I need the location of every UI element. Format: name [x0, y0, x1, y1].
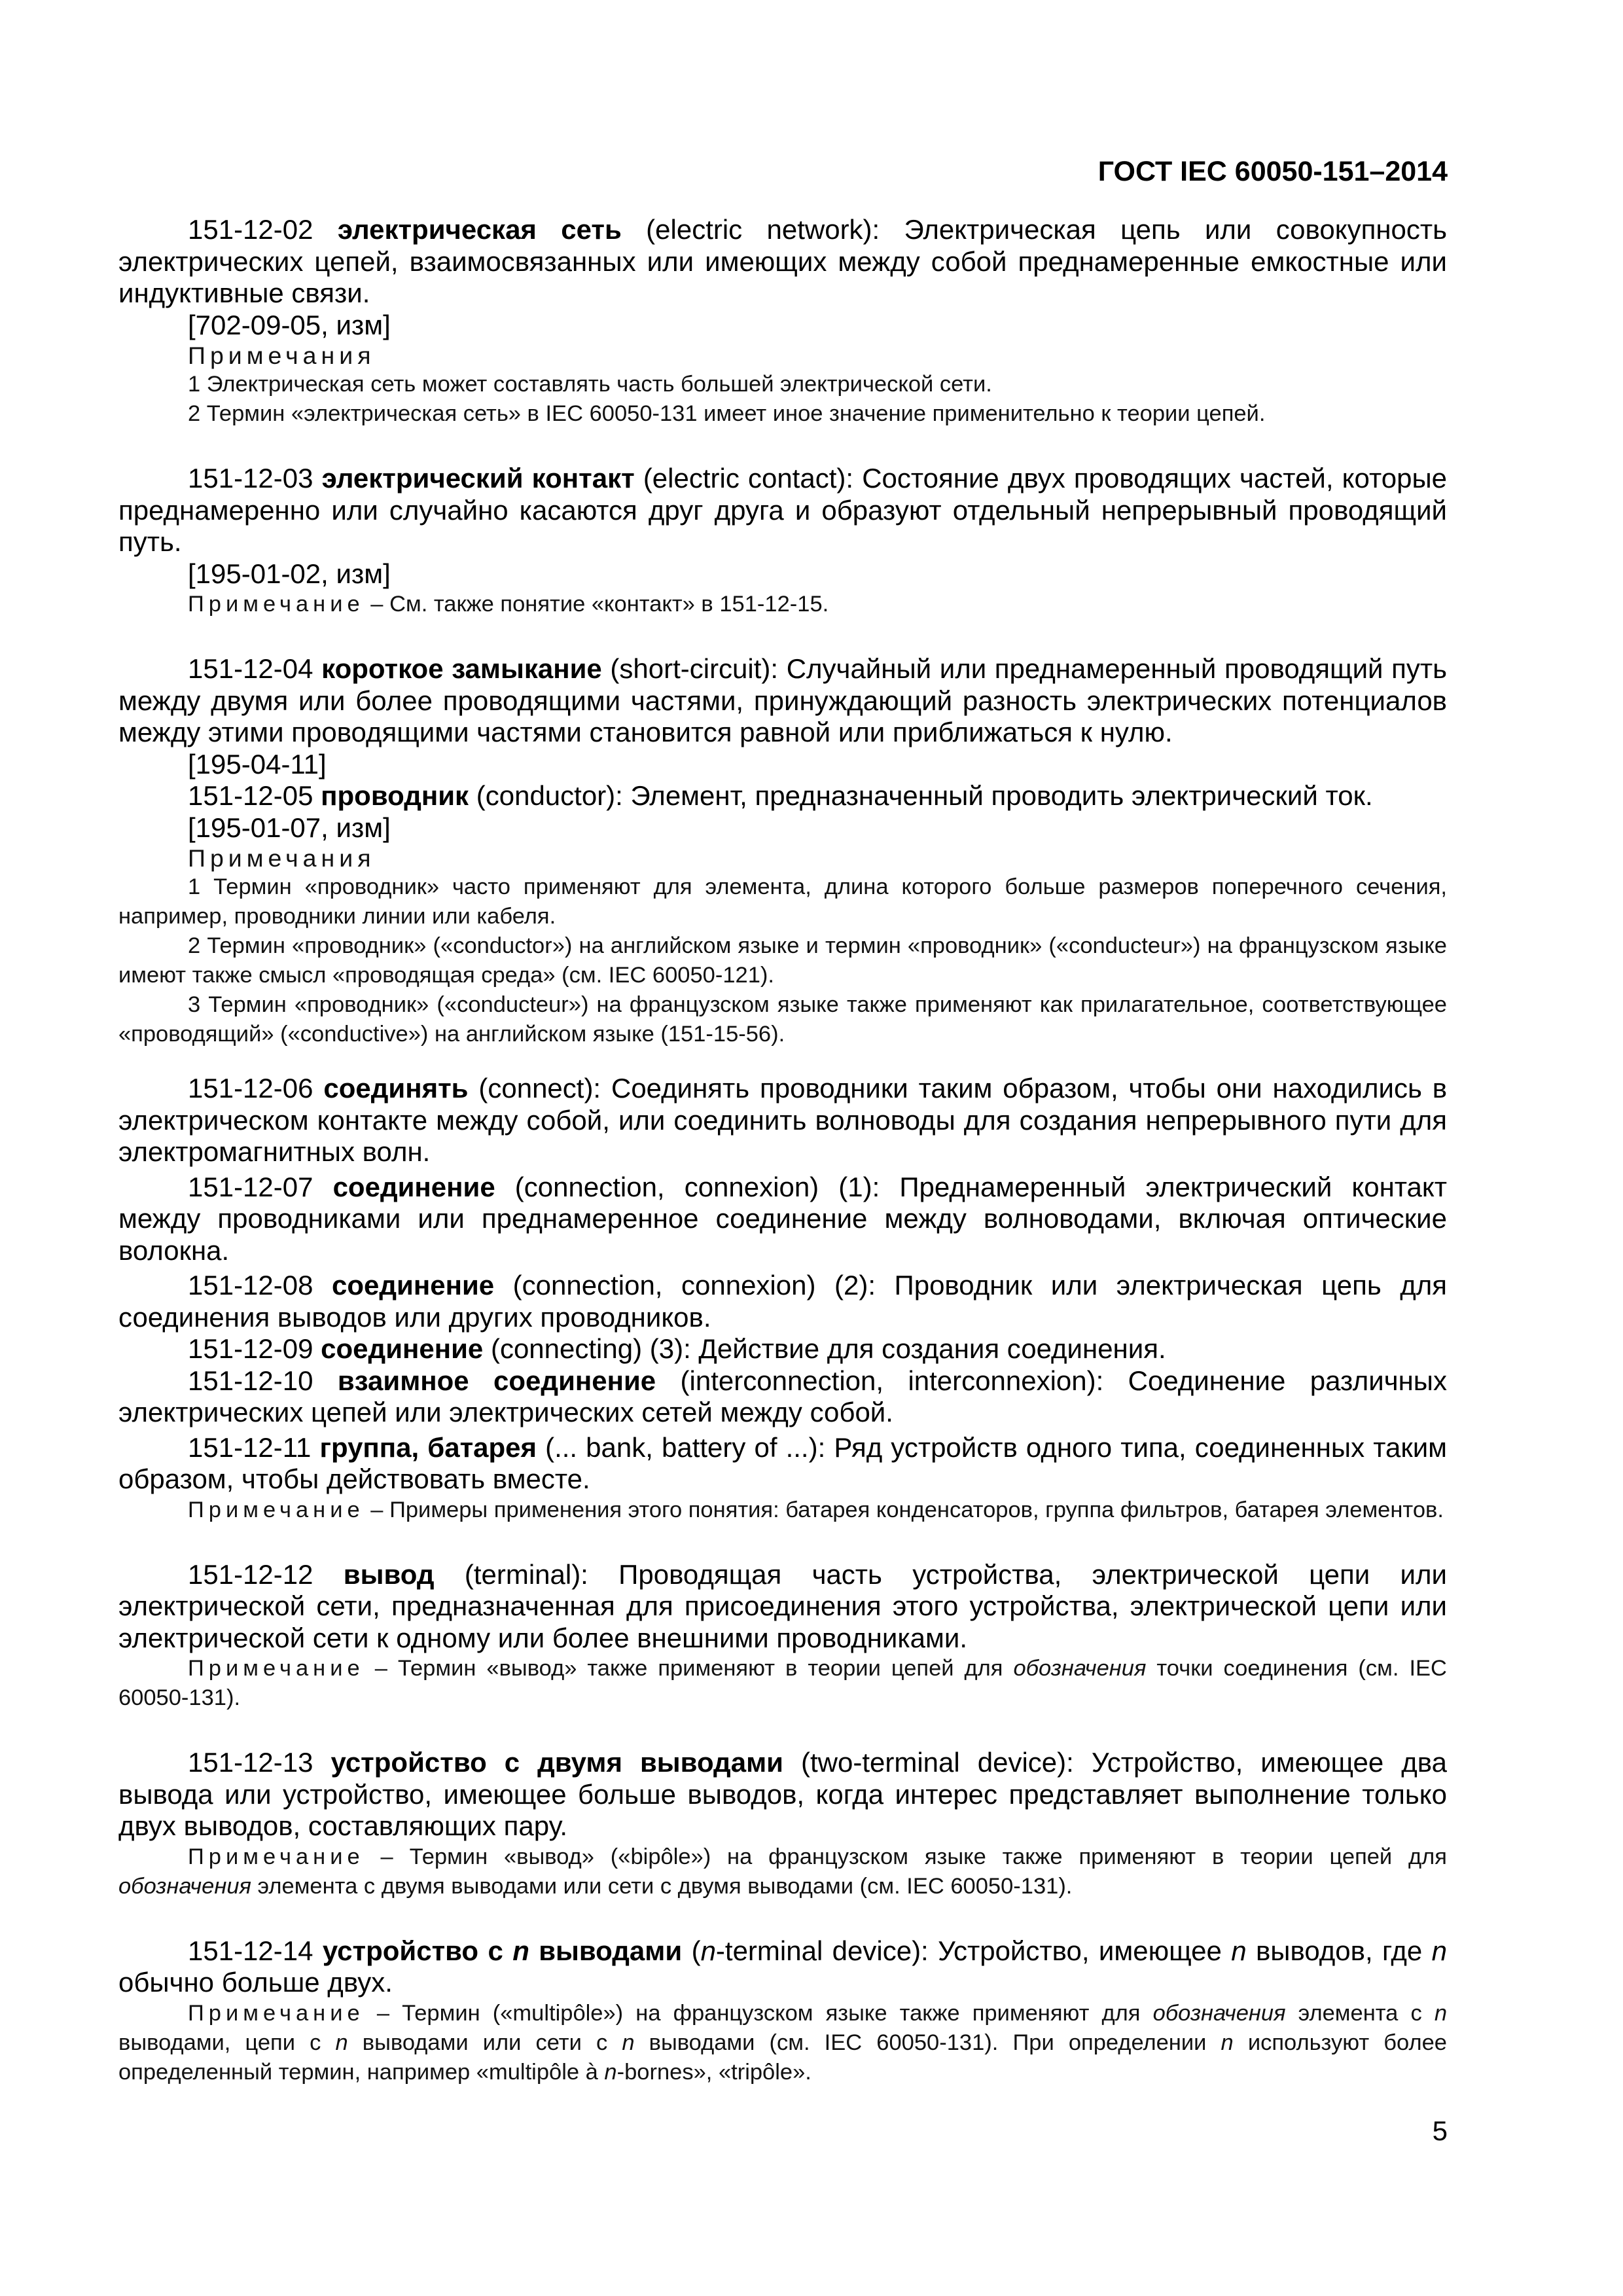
term-number: 151-12-05	[188, 780, 313, 811]
note-text: 1 Термин «проводник» часто применяют для элемента, длина которого больше размеров поперечного сечения, например, проводники линии или кабеля.	[118, 874, 1447, 929]
document-body	[118, 214, 1447, 2087]
term-name: устройство с двумя выводами	[330, 1747, 783, 1778]
note-text: Примечание – Термин («multipôle») на французском языке также применяют для обозначения элемента с n выводами, цепи с n выводами или сети с n выводами (см. IEC 60050-131). При определении n используют более определенный термин, например «multipôle à n-bornes», «tripôle».	[118, 2000, 1448, 2085]
note-label: Примечание	[188, 2000, 365, 2026]
term-definition	[118, 653, 1447, 749]
note-text: Примечание – Примеры применения этого понятия: батарея конденсаторов, группа фильтров, батарея элементов.	[188, 1497, 1444, 1522]
term-english: (... bank, battery of ...):	[545, 1431, 826, 1463]
term-number: 151-12-11	[188, 1431, 312, 1463]
term-name: группа, батарея	[319, 1431, 537, 1463]
term-definition	[118, 1333, 1447, 1365]
term-name: соединение	[332, 1270, 495, 1300]
note-text: Примечание – Термин «вывод» («bipôle») на французском языке также применяют в теории цепей для обозначения элемента с двумя выводами или сети с двумя выводами (см. IEC 60050-131).	[118, 1844, 1447, 1899]
term-number: 151-12-07	[188, 1171, 313, 1202]
term-number: 151-12-14	[188, 1935, 313, 1966]
term-english: (electric contact):	[643, 463, 854, 493]
term-name: устройство с n выводами	[322, 1935, 683, 1966]
note-label: Примечание	[188, 1656, 365, 1681]
note-text: Примечание – Термин «вывод» также применяют в теории цепей для обозначения точки соединения (см. IEC 60050-131).	[118, 1656, 1447, 1710]
term-entry	[118, 1559, 1447, 1713]
term-number: 151-12-12	[188, 1558, 313, 1590]
term-english: (interconnection, interconnexion):	[680, 1365, 1104, 1396]
term-name: соединять	[323, 1073, 469, 1103]
term-name: электрическая сеть	[337, 214, 622, 245]
term-definition	[118, 1365, 1447, 1429]
term-english: (terminal):	[464, 1558, 588, 1590]
source-reference: [195-01-02, изм]	[188, 558, 391, 589]
term-number: 151-12-08	[188, 1270, 313, 1300]
term-name: взаимное соединение	[337, 1365, 656, 1396]
definition-text: Устройство, имеющее n выводов, где n обычно больше двух.	[118, 1935, 1448, 1998]
note-text: 3 Термин «проводник» («conducteur») на французском языке также применяют как прилагательное, соответствующее «проводящий» («conductive») на английском языке (151-15-56).	[118, 992, 1447, 1047]
term-definition	[118, 1559, 1447, 1655]
definition-text: Элемент, предназначенный проводить электрический ток.	[630, 780, 1373, 811]
term-name: вывод	[343, 1558, 435, 1590]
document-code-header: ГОСТ IEC 60050-151–2014	[1097, 156, 1448, 187]
source-reference: [195-04-11]	[188, 748, 327, 780]
definition-text: Соединять проводники таким образом, чтобы они находились в электрическом контакте между собой, или соединить волноводы для создания непрерывного пути для электромагнитных волн.	[118, 1073, 1448, 1167]
note-label: Примечание	[188, 592, 365, 617]
term-english: (n-terminal device):	[691, 1935, 929, 1966]
term-english: (electric network):	[646, 214, 880, 245]
term-english: (connecting) (3):	[490, 1333, 691, 1364]
term-english: (connect):	[478, 1073, 601, 1103]
page-number: 5	[1432, 2115, 1448, 2146]
note-label: Примечание	[188, 1497, 365, 1522]
term-name: соединение	[332, 1171, 495, 1202]
term-english: (connection, connexion) (1):	[514, 1171, 880, 1202]
definition-text: Преднамеренный электрический контакт между проводниками или преднамеренное соединение между волноводами, включая оптические волокна.	[118, 1171, 1447, 1266]
term-english: (connection, connexion) (2):	[512, 1270, 876, 1300]
note-label: Примечание	[188, 1844, 365, 1869]
term-entry	[118, 463, 1447, 619]
definition-text: Электрическая цепь или совокупность электрических цепей, взаимосвязанных или имеющих между собой преднамеренные емкостные или индуктивные связи.	[118, 214, 1448, 308]
term-entry	[118, 1073, 1447, 1168]
term-name: проводник	[321, 780, 469, 811]
definition-text: Соединение различных электрических цепей или электрических сетей между собой.	[118, 1365, 1447, 1427]
definition-text: Случайный или преднамеренный проводящий путь между двумя или более проводящими частями, принуждающий разность электрических потенциалов между этими проводящими частями становится равной или приближаться к нулю.	[118, 653, 1447, 747]
term-english: (two-terminal device):	[801, 1747, 1074, 1778]
term-number: 151-12-03	[188, 463, 313, 493]
source-reference: [195-01-07, изм]	[188, 812, 391, 843]
note-text: 2 Термин «электрическая сеть» в IEC 60050-131 имеет иное значение применительно к теории цепей.	[188, 401, 1266, 426]
note-text: Примечание – См. также понятие «контакт» в 151-12-15.	[188, 592, 829, 617]
term-definition	[118, 1935, 1447, 1999]
definition-text: Действие для создания соединения.	[698, 1333, 1166, 1364]
term-english: (conductor):	[476, 780, 623, 811]
source-reference: [702-09-05, изм]	[188, 309, 391, 340]
term-entry	[118, 1935, 1447, 2087]
definition-text: Состояние двух проводящих частей, которые преднамеренно или случайно касаются друг друга и образуют отдельный непрерывный проводящий путь.	[118, 463, 1447, 557]
definition-text: Проводник или электрическая цепь для соединения выводов или других проводников.	[118, 1270, 1448, 1333]
term-number: 151-12-09	[188, 1333, 313, 1364]
term-number: 151-12-13	[188, 1747, 313, 1778]
note-text: 1 Электрическая сеть может составлять часть большей электрической сети.	[188, 372, 992, 397]
term-entry	[118, 214, 1447, 429]
term-definition	[118, 1172, 1447, 1267]
term-definition	[118, 1270, 1447, 1333]
note-text: 2 Термин «проводник» («conductor») на английском языке и термин «проводник» («conducteur») на французском языке имеют также смысл «проводящая среда» (см. IEC 60050-121).	[118, 933, 1447, 988]
notes-label: Примечания	[188, 844, 376, 872]
term-definition	[118, 463, 1447, 558]
term-name: электрический контакт	[321, 463, 635, 493]
term-entry	[118, 1365, 1447, 1429]
term-definition	[118, 1747, 1447, 1842]
term-entry	[118, 1333, 1447, 1365]
term-entry	[118, 1432, 1447, 1525]
term-entry	[118, 1172, 1447, 1267]
notes-label: Примечания	[188, 342, 376, 369]
term-name: соединение	[321, 1333, 484, 1364]
term-name: короткое замыкание	[321, 653, 602, 684]
term-number: 151-12-10	[188, 1365, 313, 1396]
term-entry	[118, 653, 1447, 780]
term-entry	[118, 1270, 1447, 1333]
definition-text: Устройство, имеющее два вывода или устройство, имеющее больше выводов, когда интерес представляет выполнение только двух выводов, составляющих пару.	[118, 1747, 1447, 1841]
definition-text: Проводящая часть устройства, электрической цепи или электрической сети, предназначенная для присоединения этого устройства, электрической цепи или электрической сети к одному или более внешними проводниками.	[118, 1558, 1447, 1653]
term-number: 151-12-04	[188, 653, 313, 684]
definition-text: Ряд устройств одного типа, соединенных таким образом, чтобы действовать вместе.	[118, 1431, 1448, 1494]
term-entry	[118, 1747, 1447, 1901]
term-definition	[118, 214, 1447, 310]
term-definition	[118, 780, 1447, 812]
term-english: (short-circuit):	[610, 653, 779, 684]
term-number: 151-12-02	[188, 214, 313, 245]
term-definition	[118, 1073, 1447, 1168]
term-number: 151-12-06	[188, 1073, 313, 1103]
term-entry	[118, 780, 1447, 1049]
term-definition	[118, 1432, 1447, 1496]
